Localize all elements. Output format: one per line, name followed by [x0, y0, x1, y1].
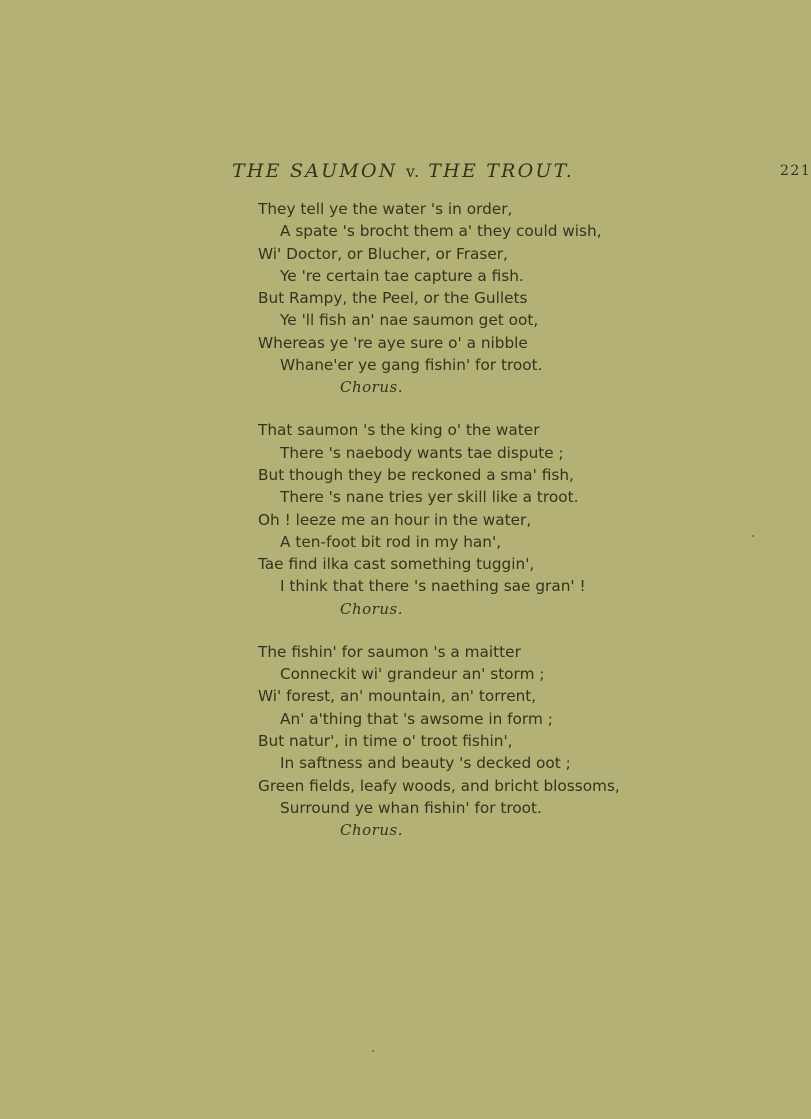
chorus-label: Chorus. — [340, 821, 403, 840]
poem-line: An' a'thing that 's awsome in form ; — [280, 709, 553, 728]
page-header — [232, 160, 811, 192]
running-title-part2: THE TROUT. — [428, 160, 574, 182]
poem-line: Green fields, leafy woods, and bricht blossoms, — [258, 776, 620, 795]
poem-line: Wi' Doctor, or Blucher, or Fraser, — [258, 244, 508, 263]
running-title-versus: v. — [405, 162, 421, 181]
poem-line: But Rampy, the Peel, or the Gullets — [258, 289, 528, 308]
poem-line: Tae find ilka cast something tuggin', — [258, 555, 535, 574]
poem-line: Ye 'll fish an' nae saumon get oot, — [280, 311, 539, 330]
chorus-label: Chorus. — [340, 378, 403, 397]
poem-line: That saumon 's the king o' the water — [258, 421, 540, 440]
poem-line: Conneckit wi' grandeur an' storm ; — [280, 665, 545, 684]
poem-line: There 's nane tries yer skill like a troot. — [280, 488, 579, 507]
poem-line: Oh ! leeze me an hour in the water, — [258, 510, 532, 529]
poem-line: A ten-foot bit rod in my han', — [280, 532, 502, 551]
paper-speck — [372, 1050, 374, 1052]
poem-line: Wi' forest, an' mountain, an' torrent, — [258, 687, 537, 706]
chorus-label: Chorus. — [340, 599, 403, 618]
page-number: 221 — [780, 163, 811, 179]
poem-line: But natur', in time o' troot fishin', — [258, 731, 513, 750]
poem-line: There 's naebody wants tae dispute ; — [280, 443, 564, 462]
poem-line: Ye 're certain tae capture a fish. — [280, 266, 524, 285]
poem-line: I think that there 's naething sae gran' ! — [280, 577, 586, 596]
poem-line: A spate 's brocht them a' they could wish, — [280, 222, 602, 241]
poem-line: The fishin' for saumon 's a maitter — [258, 642, 521, 661]
running-title — [232, 160, 574, 182]
poem-line: In saftness and beauty 's decked oot ; — [280, 754, 571, 773]
poem-line: Surround ye whan fishin' for troot. — [280, 798, 542, 817]
running-title-part1: THE SAUMON — [232, 160, 398, 182]
poem-line: They tell ye the water 's in order, — [258, 200, 513, 218]
poem-line: Whane'er ye gang fishin' for troot. — [280, 356, 543, 375]
poem — [258, 198, 778, 862]
stanza-2 — [258, 419, 778, 619]
stanza-3 — [258, 641, 778, 841]
poem-line: But though they be reckoned a sma' fish, — [258, 465, 574, 484]
poem-line: Whereas ye 're aye sure o' a nibble — [258, 333, 528, 352]
stanza-1 — [258, 198, 778, 398]
paper-speck — [752, 535, 754, 537]
